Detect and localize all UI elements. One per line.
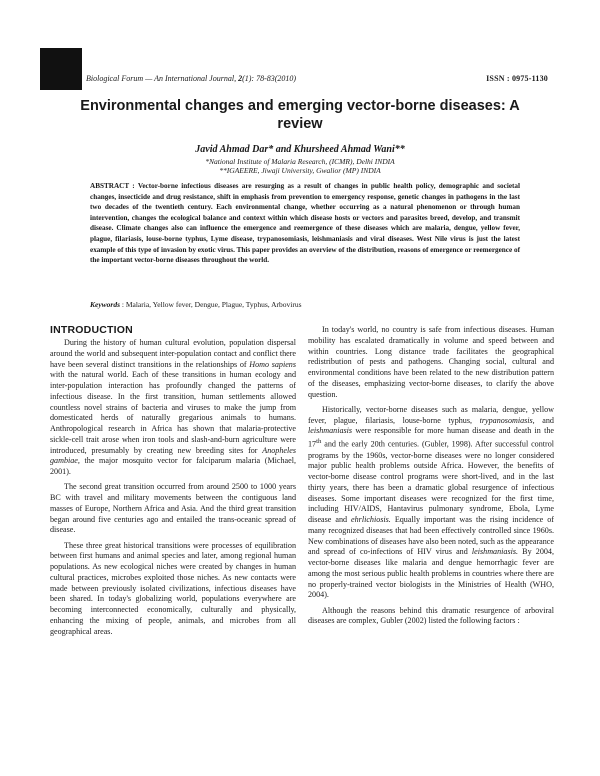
text-run: and (542, 415, 554, 425)
abstract-text: Vector-borne infectious diseases are resurging as a result of changes in public health policy, demographic and societal changes, insecticide and drug resistance, shift in emphasis from prevention to emergency response, genetic changes in pathogens in the last two decades of the twentieth century. Each environmental change, whether occurring as a natural phenomenon or through human intervention, changes the ecological balance and context within which disease hosts or vectors and parasites breed, develop, and transmit disease. Climate changes also can influence the emergence and reemergence of these diseases which are malaria, dengue, yellow fever, plague, filariasis, louse-borne typhus, Lyme disease, trypanosomiasis, leishmaniasis and viral diseases. West Nile virus is just the latest example of this type of invasion by exotic virus. This paper provides an overview of the distribution, reasons of emergence or reemergence of the important vector-borne diseases throughout the world. (90, 182, 520, 265)
left-paragraph-1 (50, 338, 296, 478)
italic-term: trypanosomiasis, (479, 415, 535, 425)
journal-name: Biological Forum — An International Journal, (86, 74, 237, 83)
journal-volume: 2 (238, 74, 243, 83)
right-paragraph-3: Although the reasons behind this dramatic resurgence of arboviral diseases are complex, Gubler (2002) listed the following factors : (308, 605, 554, 626)
superscript: th (316, 438, 322, 446)
abstract-label: ABSTRACT : (90, 182, 135, 190)
text-run: During the history of human cultural evolution, population dispersal around the world and subsequent inter-population contact and conflict there have been several distinct transitions in the relationships of (50, 338, 296, 369)
left-paragraph-2: The second great transition occurred from around 2500 to 1000 years BC with travel and military movements between the contiguous land masses of Europe, Northern Africa and Asia. And the third great transition began around five centuries ago and entailed the trans-oceanic spread of disease. (50, 482, 296, 535)
text-run: the major mosquito vector for falciparum malaria (Michael, 2001). (50, 456, 296, 476)
text-run: and the early 20th centuries. (Gubler, 1998). After successful control programs by the 1960s, vector-borne diseases were no longer considered major public health problems outside Africa. However, the benefits of vector-borne disease control programs were short-lived, and in the last thirty years, there has been a dramatic global resurgence of infectious diseases. Some important diseases were recognized for the first time, including HIV/AIDS, Hantavirus pulmonary syndrome, Ebola, Lyme disease and (308, 439, 554, 525)
left-paragraph-3: These three great historical transitions were processes of equilibration between first humans and animal species and later, among regional human populations. As new ecological niches were created by changes in human cultural practices, microbes exploited those niches. As new contacts were made between previously isolated civilizations, infectious diseases have been shared. In today's globalizing world, populations everywhere are becoming interconnected economically, culturally and physically, enhancing the mixing of people, animals, and microbes from all geographical areas. (50, 540, 296, 636)
italic-term: leishmaniasis (308, 426, 353, 436)
issn: ISSN : 0975-1130 (486, 74, 548, 83)
corner-block (40, 48, 82, 90)
italic-term: Anopheles gambiae, (50, 445, 296, 466)
text-run: were responsible for more human disease and death in the 17 (308, 426, 554, 449)
paper-title: Environmental changes and emerging vector-borne diseases: A review (80, 98, 520, 132)
text-run: Historically, vector-borne diseases such as malaria, dengue, yellow fever, plague, filariasis, louse-borne typhus, (308, 404, 554, 425)
section-heading-introduction: INTRODUCTION (50, 324, 133, 336)
italic-term: leishmaniasis. (471, 547, 519, 557)
authors: Javid Ahmad Dar* and Khursheed Ahmad Wani** (195, 144, 405, 155)
affiliation-2: **IGAEERE, Jiwaji University, Gwalior (MP) INDIA (219, 166, 381, 175)
running-header (86, 72, 548, 86)
journal-citation (86, 72, 296, 86)
affiliation-1: *National Institute of Malaria Research, (ICMR), Delhi INDIA (205, 157, 395, 166)
left-column (50, 320, 296, 642)
text-run: By 2004, vector-borne diseases like malaria and dengue hemorrhagic fever are among the most serious public health problems in countries where there are no properly-trained vector biologists in the Ministries of Health (WHO, 2004). (308, 547, 554, 600)
italic-term: Homo sapiens (249, 359, 296, 369)
text-run: with the natural world. Each of these transitions in human ecology and inter-population interaction has profoundly changed the patterns of infectious disease. In the first transition, human settlements allowed countless novel strains of bacteria and viruses to make the jump from domesticated herds of naturally gregarious animals to humans. Anthropological research in Africa has shown that malaria-protective sickle-cell trait arose when iron tools and slash-and-burn agriculture were introduced, presumably by creating new breeding sites for (50, 370, 296, 455)
italic-term: ehrlichiosis. (351, 515, 391, 525)
right-paragraph-2 (308, 405, 554, 601)
right-column (308, 325, 554, 632)
journal-issue-pages: (1): 78-83(2010) (242, 74, 297, 83)
keywords-text: : Malaria, Yellow fever, Dengue, Plague, Typhus, Arbovirus (121, 300, 302, 309)
abstract (90, 181, 520, 266)
keywords (90, 300, 520, 310)
right-paragraph-1: In today's world, no country is safe from infectious diseases. Human mobility has escalated dramatically in volume and speed between and within countries. Long distance trade facilitates the geographical redistribution of pests and pathogens. Changing social, cultural and environmental conditions have been related to the new distribution pattern of the diseases, emphasizing vector-borne diseases, to clarify the above question. (308, 325, 554, 399)
text-run: Equally important was the rising incidence of many recognized diseases that had been effectively controlled since 1960s. New combinations of diseases have also been noted, such as the appearance and spread of co-infections of HIV virus and (308, 515, 554, 557)
keywords-label: Keywords (90, 300, 120, 309)
